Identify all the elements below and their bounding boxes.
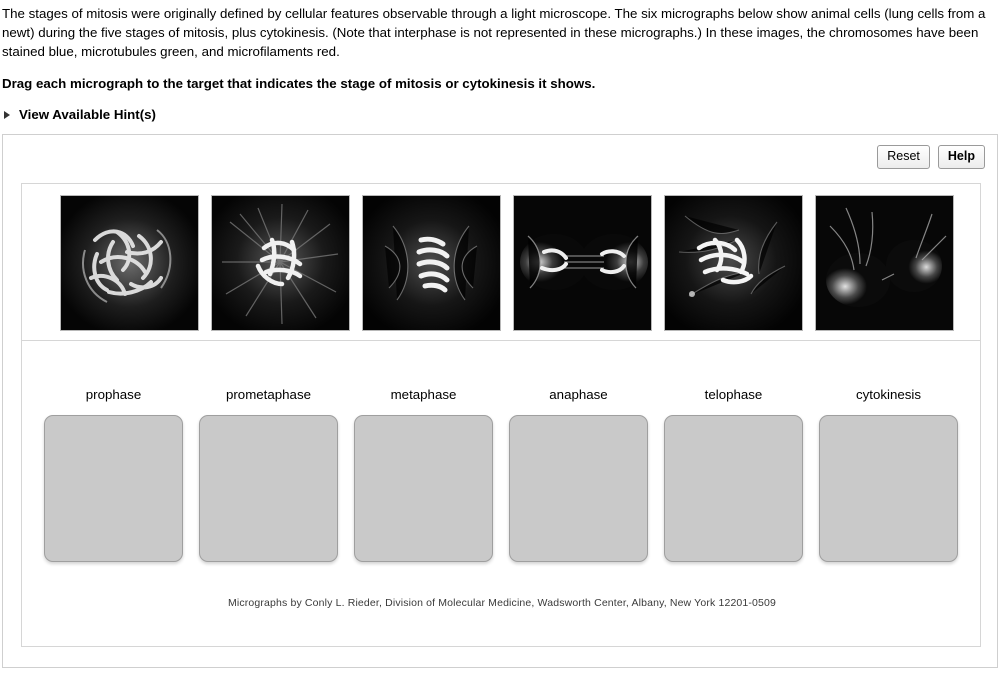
triangle-right-icon bbox=[4, 111, 10, 119]
target-column-anaphase bbox=[509, 387, 648, 562]
intro-text bbox=[0, 0, 1000, 61]
drop-target-anaphase[interactable] bbox=[509, 415, 648, 562]
activity-panel bbox=[2, 134, 998, 668]
target-column-prophase bbox=[44, 387, 183, 562]
target-label-prometaphase: prometaphase bbox=[225, 387, 311, 402]
task-prompt: Drag each micrograph to the target that indicates the stage of mitosis or cytokinesis it shows. bbox=[2, 76, 596, 91]
help-button[interactable]: Help bbox=[938, 145, 985, 169]
drop-target-telophase[interactable] bbox=[664, 415, 803, 562]
target-label-cytokinesis: cytokinesis bbox=[855, 387, 922, 402]
view-hints-label: View Available Hint(s) bbox=[19, 107, 156, 122]
drop-target-cytokinesis[interactable] bbox=[819, 415, 958, 562]
panel-toolbar bbox=[877, 145, 985, 169]
target-column-cytokinesis bbox=[819, 387, 958, 562]
drop-target-metaphase[interactable] bbox=[354, 415, 493, 562]
micrograph-3[interactable] bbox=[362, 195, 501, 331]
image-credit: Micrographs by Conly L. Rieder, Division of Molecular Medicine, Wadsworth Center, Albany, New York 12201-0509 bbox=[227, 597, 777, 609]
micrograph-5[interactable] bbox=[664, 195, 803, 331]
drag-drop-work-area bbox=[21, 183, 981, 647]
micrograph-4[interactable] bbox=[513, 195, 652, 331]
micrograph-2[interactable] bbox=[211, 195, 350, 331]
micrograph-strip bbox=[60, 195, 954, 331]
drop-target-zone bbox=[22, 341, 980, 646]
micrograph-1[interactable] bbox=[60, 195, 199, 331]
drop-target-prophase[interactable] bbox=[44, 415, 183, 562]
intro-paragraph: The stages of mitosis were originally defined by cellular features observable through a light microscope. The six micrographs below show animal cells (lung cells from a newt) during the five stages of mitosis, plus cytokinesis. (Note that interphase is not represented in these micrographs.) In these images, the chromosomes have been stained blue, microtubules green, and microfilaments red. bbox=[2, 6, 986, 59]
micrograph-6[interactable] bbox=[815, 195, 954, 331]
target-column-prometaphase bbox=[199, 387, 338, 562]
target-column-metaphase bbox=[354, 387, 493, 562]
target-column-telophase bbox=[664, 387, 803, 562]
target-label-telophase: telophase bbox=[704, 387, 763, 402]
drop-target-prometaphase[interactable] bbox=[199, 415, 338, 562]
micrograph-source-tray bbox=[22, 184, 980, 341]
targets-row bbox=[44, 387, 958, 562]
target-label-prophase: prophase bbox=[85, 387, 142, 402]
target-label-metaphase: metaphase bbox=[390, 387, 457, 402]
reset-button[interactable]: Reset bbox=[877, 145, 930, 169]
view-hints-toggle[interactable] bbox=[0, 107, 1000, 122]
target-label-anaphase: anaphase bbox=[549, 387, 608, 402]
